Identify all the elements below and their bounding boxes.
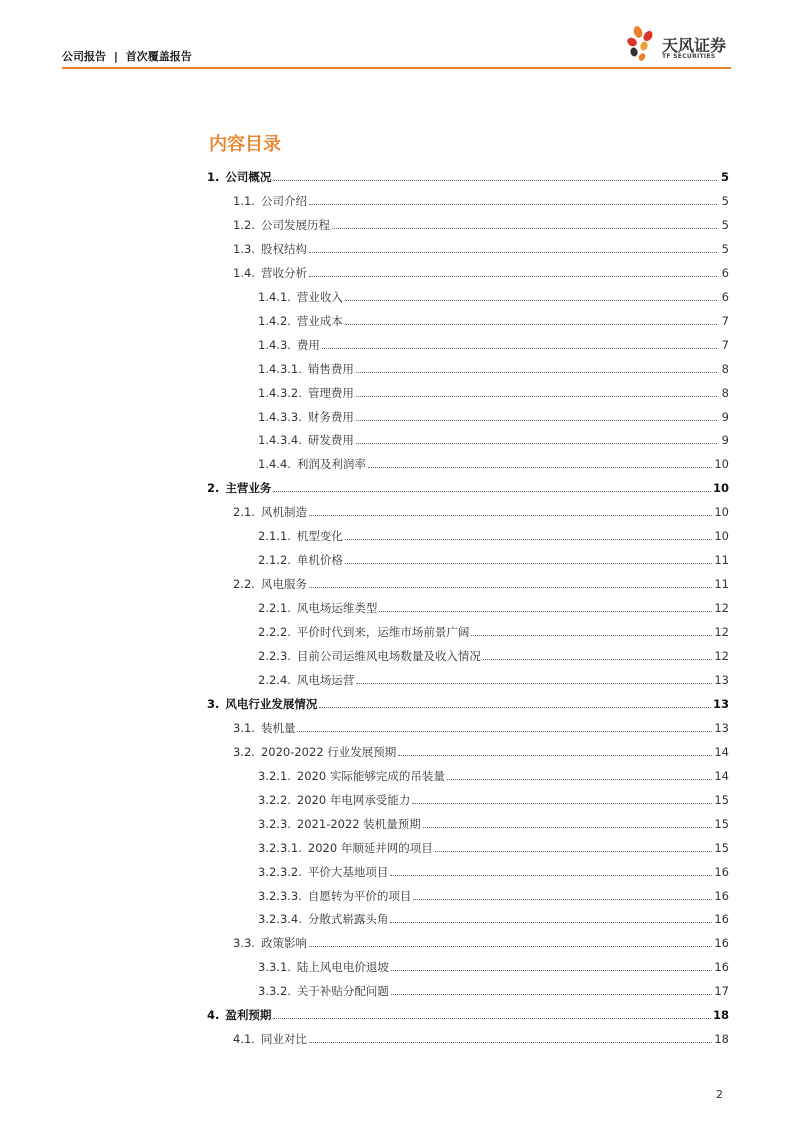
toc-entry-label: 政策影响 [260,936,307,951]
toc-dot-leader [356,683,712,684]
toc-entry-label: 研发费用 [307,433,354,448]
toc-entry-number: 4. [207,1008,220,1023]
toc-entry-page: 10 [714,529,729,544]
toc-dot-leader [309,587,712,588]
toc-entry-number: 3.2.3.2. [258,864,302,879]
toc-entry[interactable] [233,208,729,232]
toc-dot-leader [322,348,717,349]
toc-entry-label: 2020-2022 行业发展预期 [260,744,397,759]
toc-entry-number: 3.2.3.3. [258,888,302,903]
logo-flower-icon [622,24,662,66]
toc-entry-page: 18 [712,1008,729,1023]
toc-entry[interactable] [258,352,729,376]
toc-entry[interactable] [258,879,729,903]
toc-entry[interactable] [207,687,729,711]
toc-entry-page: 15 [714,840,729,855]
toc-entry-page: 14 [714,744,729,759]
toc-entry-number: 2.1. [233,505,255,520]
toc-entry-label: 财务费用 [307,409,354,424]
toc-entry[interactable] [258,663,729,687]
toc-entry-number: 1.4. [233,265,255,280]
toc-entry[interactable] [258,328,729,352]
toc-entry-page: 5 [721,217,729,232]
toc-entry-label: 目前公司运维风电场数量及收入情况 [296,649,481,663]
toc-title: 内容目录 [209,134,281,155]
toc-entry-label: 风电场运营 [296,672,355,687]
toc-entry-number: 1.4.4. [258,457,291,472]
toc-entry[interactable] [233,1022,729,1046]
toc-entry-page: 12 [714,649,729,663]
toc-entry-number: 1.4.3. [258,337,291,352]
toc-entry-label: 机型变化 [296,529,343,544]
toc-dot-leader [309,204,717,205]
toc-entry-number: 3.2.1. [258,768,291,783]
toc-entry-page: 16 [714,960,729,975]
toc-entry-page: 13 [714,720,729,735]
header-divider [62,67,731,69]
report-subtype: 首次覆盖报告 [125,50,192,63]
toc-entry-page: 16 [714,912,729,927]
toc-entry[interactable] [258,759,729,783]
toc-entry-page: 17 [714,984,729,999]
toc-entry-number: 2. [207,481,220,496]
toc-dot-leader [390,875,712,876]
toc-entry-number: 3.2.3.1. [258,840,302,855]
toc-entry-label: 公司概况 [225,170,272,184]
toc-entry[interactable] [207,471,729,495]
toc-dot-leader [309,946,712,947]
toc-entry-label: 平价大基地项目 [307,864,389,879]
toc-entry[interactable] [258,304,729,328]
toc-entry-number: 1.3. [233,241,255,256]
toc-entry-label: 自愿转为平价的项目 [307,888,412,903]
toc-entry-page: 15 [714,816,729,831]
toc-entry-page: 10 [714,505,729,520]
toc-entry-number: 4.1. [233,1032,255,1047]
toc-entry-label: 营业收入 [296,289,343,304]
toc-entry[interactable] [233,184,729,208]
toc-entry[interactable] [258,831,729,855]
toc-entry-label: 营收分析 [260,265,307,280]
toc-entry-page: 13 [714,672,729,687]
toc-entry[interactable] [233,711,729,735]
toc-dot-leader [356,372,717,373]
toc-entry-label: 2020 实际能够完成的吊装量 [296,768,445,783]
toc-entry[interactable] [258,639,729,663]
toc-dot-leader [412,803,712,804]
toc-entry-page: 12 [714,601,729,616]
toc-dot-leader [356,443,717,444]
toc-entry-label: 风电服务 [260,577,307,592]
toc-entry-page: 10 [712,481,729,496]
toc-entry-page: 11 [714,553,729,568]
toc-dot-leader [273,491,711,492]
report-type: 公司报告 [62,50,106,63]
toc-entry-number: 2.1.1. [258,529,291,544]
toc-entry-number: 3.2.3. [258,816,291,831]
toc-entry-page: 13 [712,696,729,711]
toc-entry-label: 2020 年电网承受能力 [296,792,411,807]
toc-entry-number: 1.4.2. [258,313,291,328]
toc-entry-number: 3.2.3.4. [258,912,302,927]
toc-dot-leader [309,515,712,516]
report-category [62,48,192,64]
toc-entry-page: 5 [720,170,729,184]
toc-entry-number: 2.2.3. [258,649,291,663]
toc-entry[interactable] [258,280,729,304]
toc-entry[interactable] [258,974,729,998]
toc-entry-number: 3. [207,696,220,711]
toc-entry-page: 6 [721,289,729,304]
toc-entry[interactable] [258,950,729,974]
toc-dot-leader [345,300,717,301]
toc-entry-page: 6 [721,265,729,280]
toc-entry-label: 股权结构 [260,241,307,256]
toc-dot-leader [345,563,712,564]
toc-entry[interactable] [258,376,729,400]
toc-dot-leader [356,420,717,421]
toc-entry-number: 2.2.4. [258,672,291,687]
toc-entry-number: 3.3.2. [258,984,291,999]
toc-entry[interactable] [258,783,729,807]
toc-entry-page: 5 [721,193,729,208]
toc-entry[interactable] [233,232,729,256]
toc-entry-number: 1.1. [233,193,255,208]
toc-dot-leader [471,635,712,636]
toc-entry-number: 2.1.2. [258,553,291,568]
toc-entry-label: 盈利预期 [225,1008,272,1023]
toc-entry-number: 3.2.2. [258,792,291,807]
toc-entry-label: 2021-2022 装机量预期 [296,816,421,831]
toc-entry-page: 15 [714,792,729,807]
toc-entry[interactable] [258,543,729,567]
toc-entry-label: 单机价格 [296,553,343,568]
toc-entry-label: 分散式崭露头角 [307,912,389,927]
toc-entry[interactable] [233,735,729,759]
toc-entry-page: 8 [721,385,729,400]
toc-dot-leader [483,659,712,660]
toc-entry-label: 风电行业发展情况 [225,696,318,711]
toc-entry[interactable] [258,902,729,926]
toc-dot-leader [356,396,717,397]
toc-dot-leader [391,994,712,995]
toc-entry-label: 装机量 [260,720,296,735]
toc-entry-label: 营业成本 [296,313,343,328]
toc-entry-number: 1.4.3.2. [258,385,302,400]
toc-entry-label: 销售费用 [307,361,354,376]
toc-entry-number: 1.4.3.1. [258,361,302,376]
toc-dot-leader [309,276,717,277]
toc-entry-label: 主营业务 [225,481,272,496]
toc-entry-page: 16 [714,888,729,903]
toc-entry-number: 3.2. [233,744,255,759]
toc-dot-leader [398,755,712,756]
toc-entry-number: 2.2.1. [258,601,291,616]
toc-entry-page: 18 [714,1032,729,1047]
toc-dot-leader [379,611,712,612]
toc-entry-label: 风机制造 [260,505,307,520]
toc-entry-page: 8 [721,361,729,376]
toc-dot-leader [423,827,713,828]
toc-entry-page: 12 [714,625,729,640]
toc-dot-leader [435,851,713,852]
toc-dot-leader [332,228,717,229]
toc-entry[interactable] [258,447,729,471]
toc-dot-leader [368,467,712,468]
toc-entry[interactable] [233,495,729,519]
toc-entry-page: 9 [721,409,729,424]
toc-dot-leader [345,539,712,540]
toc-entry[interactable] [258,400,729,424]
toc-entry-label: 平价时代到来，运维市场前景广阔 [296,625,470,640]
toc-entry[interactable] [258,591,729,615]
toc-dot-leader [391,970,712,971]
toc-entry-number: 1.2. [233,217,255,232]
toc-entry-page: 7 [721,313,729,328]
toc-entry-number: 1.4.3.4. [258,433,302,448]
toc-entry-page: 16 [714,936,729,951]
toc-dot-leader [297,731,712,732]
toc-entry-label: 利润及利润率 [296,457,366,472]
toc-entry[interactable] [233,256,729,280]
logo-name: 天风证券 [662,36,727,55]
toc-entry-page: 14 [714,768,729,783]
toc-entry-number: 2.2.2. [258,625,291,640]
toc-dot-leader [273,1018,711,1019]
toc-entry[interactable] [258,615,729,639]
toc-dot-leader [319,707,711,708]
header-separator: | [113,50,118,63]
toc-entry[interactable] [258,423,729,447]
toc-entry-label: 公司介绍 [260,193,307,208]
toc-entry-number: 3.3. [233,936,255,951]
toc-dot-leader [447,779,713,780]
toc-dot-leader [413,899,712,900]
toc-entry-number: 3.1. [233,720,255,735]
toc-entry-page: 9 [721,433,729,448]
toc-entry[interactable] [233,567,729,591]
toc-entry-number: 3.3.1. [258,960,291,975]
toc-entry-page: 11 [714,577,729,592]
toc-entry[interactable] [258,519,729,543]
page-number: 2 [716,1088,723,1101]
toc-entry-label: 风电场运维类型 [296,601,378,616]
toc-entry[interactable] [207,160,729,184]
toc-entry-label: 陆上风电电价退坡 [296,960,389,975]
toc-entry-page: 16 [714,864,729,879]
toc-entry-label: 2020 年顺延并网的项目 [307,840,433,855]
toc-dot-leader [309,1042,712,1043]
toc-dot-leader [309,252,717,253]
toc-entry-page: 5 [721,241,729,256]
toc-entry-label: 同业对比 [260,1032,307,1047]
toc-entry-page: 7 [721,337,729,352]
toc-entry-label: 关于补贴分配问题 [296,984,389,999]
toc-dot-leader [345,324,717,325]
toc-entry-number: 1.4.3.3. [258,409,302,424]
toc-entry[interactable] [233,926,729,950]
tf-securities-logo [622,24,734,66]
toc-entry-number: 1.4.1. [258,289,291,304]
toc-entry-number: 1. [207,170,220,184]
toc-dot-leader [390,922,712,923]
logo-subtitle: TF SECURITIES [662,53,716,60]
toc-entry-page: 10 [714,457,729,472]
toc-entry-label: 费用 [296,337,320,352]
toc-entry-label: 管理费用 [307,385,354,400]
toc-entry-label: 公司发展历程 [260,217,330,232]
toc-entry[interactable] [258,855,729,879]
toc-entry[interactable] [207,998,729,1022]
toc-entry[interactable] [258,807,729,831]
toc-dot-leader [273,180,717,181]
toc-entry-number: 2.2. [233,577,255,592]
